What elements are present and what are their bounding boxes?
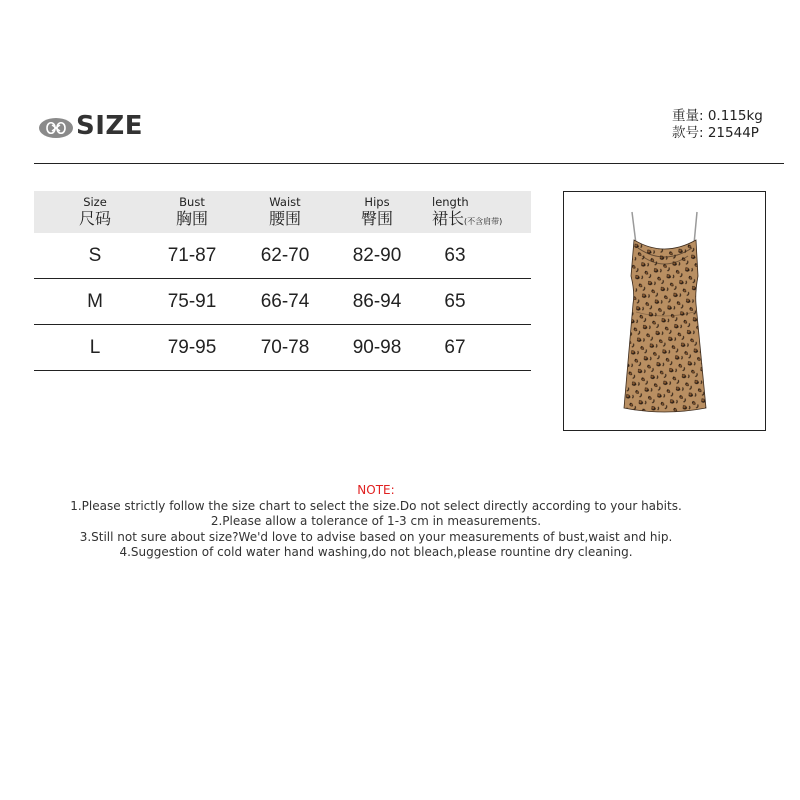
notes-title: NOTE: xyxy=(357,483,395,497)
leopard-dress-illustration xyxy=(564,192,765,430)
size-chart-table xyxy=(34,191,531,371)
table-row xyxy=(34,233,531,279)
size-cell: S xyxy=(88,245,102,266)
notes-section xyxy=(0,483,752,561)
note-line: 2.Please allow a tolerance of 1-3 cm in measurements. xyxy=(210,514,542,528)
size-cell: L xyxy=(89,337,101,358)
waist-cell: 70-78 xyxy=(260,337,310,358)
note-line: 3.Still not sure about size?We'd love to advise based on your measurements of bust,waist and hip. xyxy=(79,529,673,544)
size-cell: M xyxy=(87,291,103,312)
style-number-text: 款号: 21544P xyxy=(672,125,759,141)
table-row xyxy=(34,325,531,371)
column-header-size: Size 尺码 xyxy=(78,195,111,228)
note-line: 4.Suggestion of cold water hand washing,do not bleach,please rountine dry cleaning. xyxy=(119,545,633,559)
product-image xyxy=(563,191,766,431)
waist-cell: 66-74 xyxy=(260,291,310,312)
waist-cell: 62-70 xyxy=(260,245,310,266)
length-note: (不含肩带) xyxy=(464,217,503,226)
column-header-waist: Waist 腰围 xyxy=(268,195,301,228)
bust-cell: 71-87 xyxy=(167,245,217,266)
bust-cell: 75-91 xyxy=(167,291,217,312)
note-line: 1.Please strictly follow the size chart to select the size.Do not select directly according to your habits. xyxy=(70,498,682,513)
length-cell: 65 xyxy=(444,291,466,312)
weight-text: 重量: 0.115kg xyxy=(672,108,763,124)
product-meta xyxy=(672,108,763,142)
hips-cell: 82-90 xyxy=(352,245,402,266)
column-header-hips: Hips 臀围 xyxy=(360,195,393,228)
table-row xyxy=(34,279,531,325)
size-heading: SIZE xyxy=(76,111,144,141)
length-cell: 63 xyxy=(444,245,466,266)
hips-cell: 86-94 xyxy=(352,291,402,312)
bust-cell: 79-95 xyxy=(167,337,217,358)
table-header xyxy=(34,191,531,233)
length-cell: 67 xyxy=(444,337,466,358)
hips-cell: 90-98 xyxy=(352,337,402,358)
header-divider xyxy=(34,163,784,164)
column-header-bust: Bust 胸围 xyxy=(175,195,208,228)
column-header-length: length 裙长(不含肩带) xyxy=(432,195,503,228)
brand-logo-icon xyxy=(38,113,74,143)
